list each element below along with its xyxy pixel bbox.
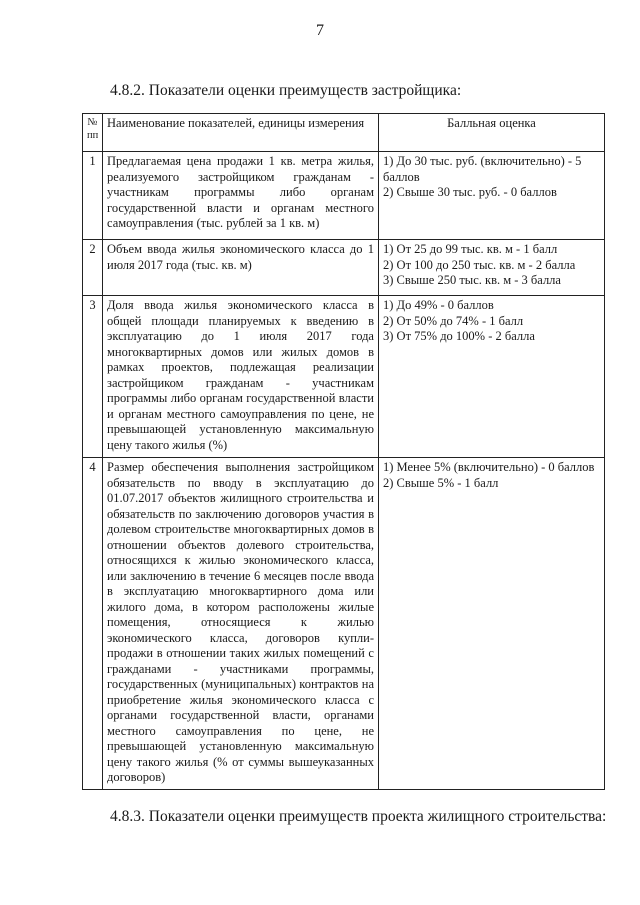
score-option: 3) От 75% до 100% - 2 балла: [383, 329, 535, 343]
section-heading-developer-indicators: 4.8.2. Показатели оценки преимуществ застройщика:: [110, 82, 462, 99]
score-option: 1) От 25 до 99 тыс. кв. м - 1 балл: [383, 242, 558, 256]
table-row: [83, 458, 605, 790]
indicator-name: Размер обеспечения выполнения застройщиком обязательств по вводу в эксплуатацию до 01.07.2017 объектов жилищного строительства и обязательств по заключению договоров участия в долевом строительстве многоквартирных домов в отношении объектов долевого строительства, относящихся к жилью экономического класса, или заключению в течение 6 месяцев после ввода в эксплуатацию многоквартирного дома или жилого дома, в котором расположены жилые помещения, относящиеся к жилью экономического класса, договоров купли-продажи в отношении таких жилых помещений с гражданами - участниками программы, государственных (муниципальных) контрактов на приобретение жилья экономического класса с органами государственной власти, органами местного самоуправления по цене, не превышающей установленную максимальную цену такого жилья (% от суммы вышеуказанных договоров): [103, 458, 379, 790]
score-cell: [379, 296, 605, 458]
score-option: 2) Свыше 30 тыс. руб. - 0 баллов: [383, 185, 557, 199]
score-cell: [379, 458, 605, 790]
score-cell: [379, 152, 605, 240]
score-option: 1) До 49% - 0 баллов: [383, 298, 494, 312]
header-score: Балльная оценка: [379, 114, 605, 152]
developer-evaluation-table: [82, 113, 605, 790]
indicator-name: Предлагаемая цена продажи 1 кв. метра жилья, реализуемого застройщиком гражданам - участникам программы либо органам государственной власти и органам местного самоуправления (тыс. рублей за 1 кв. м): [103, 152, 379, 240]
row-number: 4: [83, 458, 103, 790]
page-number: 7: [316, 22, 324, 39]
score-option: 3) Свыше 250 тыс. кв. м - 3 балла: [383, 273, 561, 287]
indicator-name: Доля ввода жилья экономического класса в общей площади планируемых к введению в эксплуатацию до 1 июля 2017 года многоквартирных домов или жилых домов в рамках проектов, подлежащая реализации застройщиком гражданам - участникам программы либо органам государственной власти и органам местного самоуправления по цене, не превышающей установленную максимальную цену такого жилья (%): [103, 296, 379, 458]
header-number: № пп: [83, 114, 103, 152]
header-indicator-name: Наименование показателей, единицы измерения: [103, 114, 379, 152]
score-option: 1) Менее 5% (включительно) - 0 баллов: [383, 460, 595, 474]
table-header-row: [83, 114, 605, 152]
table-row: [83, 240, 605, 296]
table-row: [83, 296, 605, 458]
score-option: 2) Свыше 5% - 1 балл: [383, 475, 499, 490]
row-number: 3: [83, 296, 103, 458]
row-number: 2: [83, 240, 103, 296]
score-option: 2) От 100 до 250 тыс. кв. м - 2 балла: [383, 257, 576, 272]
section-heading-project-indicators: 4.8.3. Показатели оценки преимуществ проекта жилищного строительства:: [110, 808, 607, 825]
score-option: 1) До 30 тыс. руб. (включительно) - 5 баллов: [383, 154, 582, 184]
table-row: [83, 152, 605, 240]
score-cell: [379, 240, 605, 296]
score-option: 2) От 50% до 74% - 1 балл: [383, 313, 524, 328]
indicator-name: Объем ввода жилья экономического класса до 1 июля 2017 года (тыс. кв. м): [103, 240, 379, 296]
row-number: 1: [83, 152, 103, 240]
